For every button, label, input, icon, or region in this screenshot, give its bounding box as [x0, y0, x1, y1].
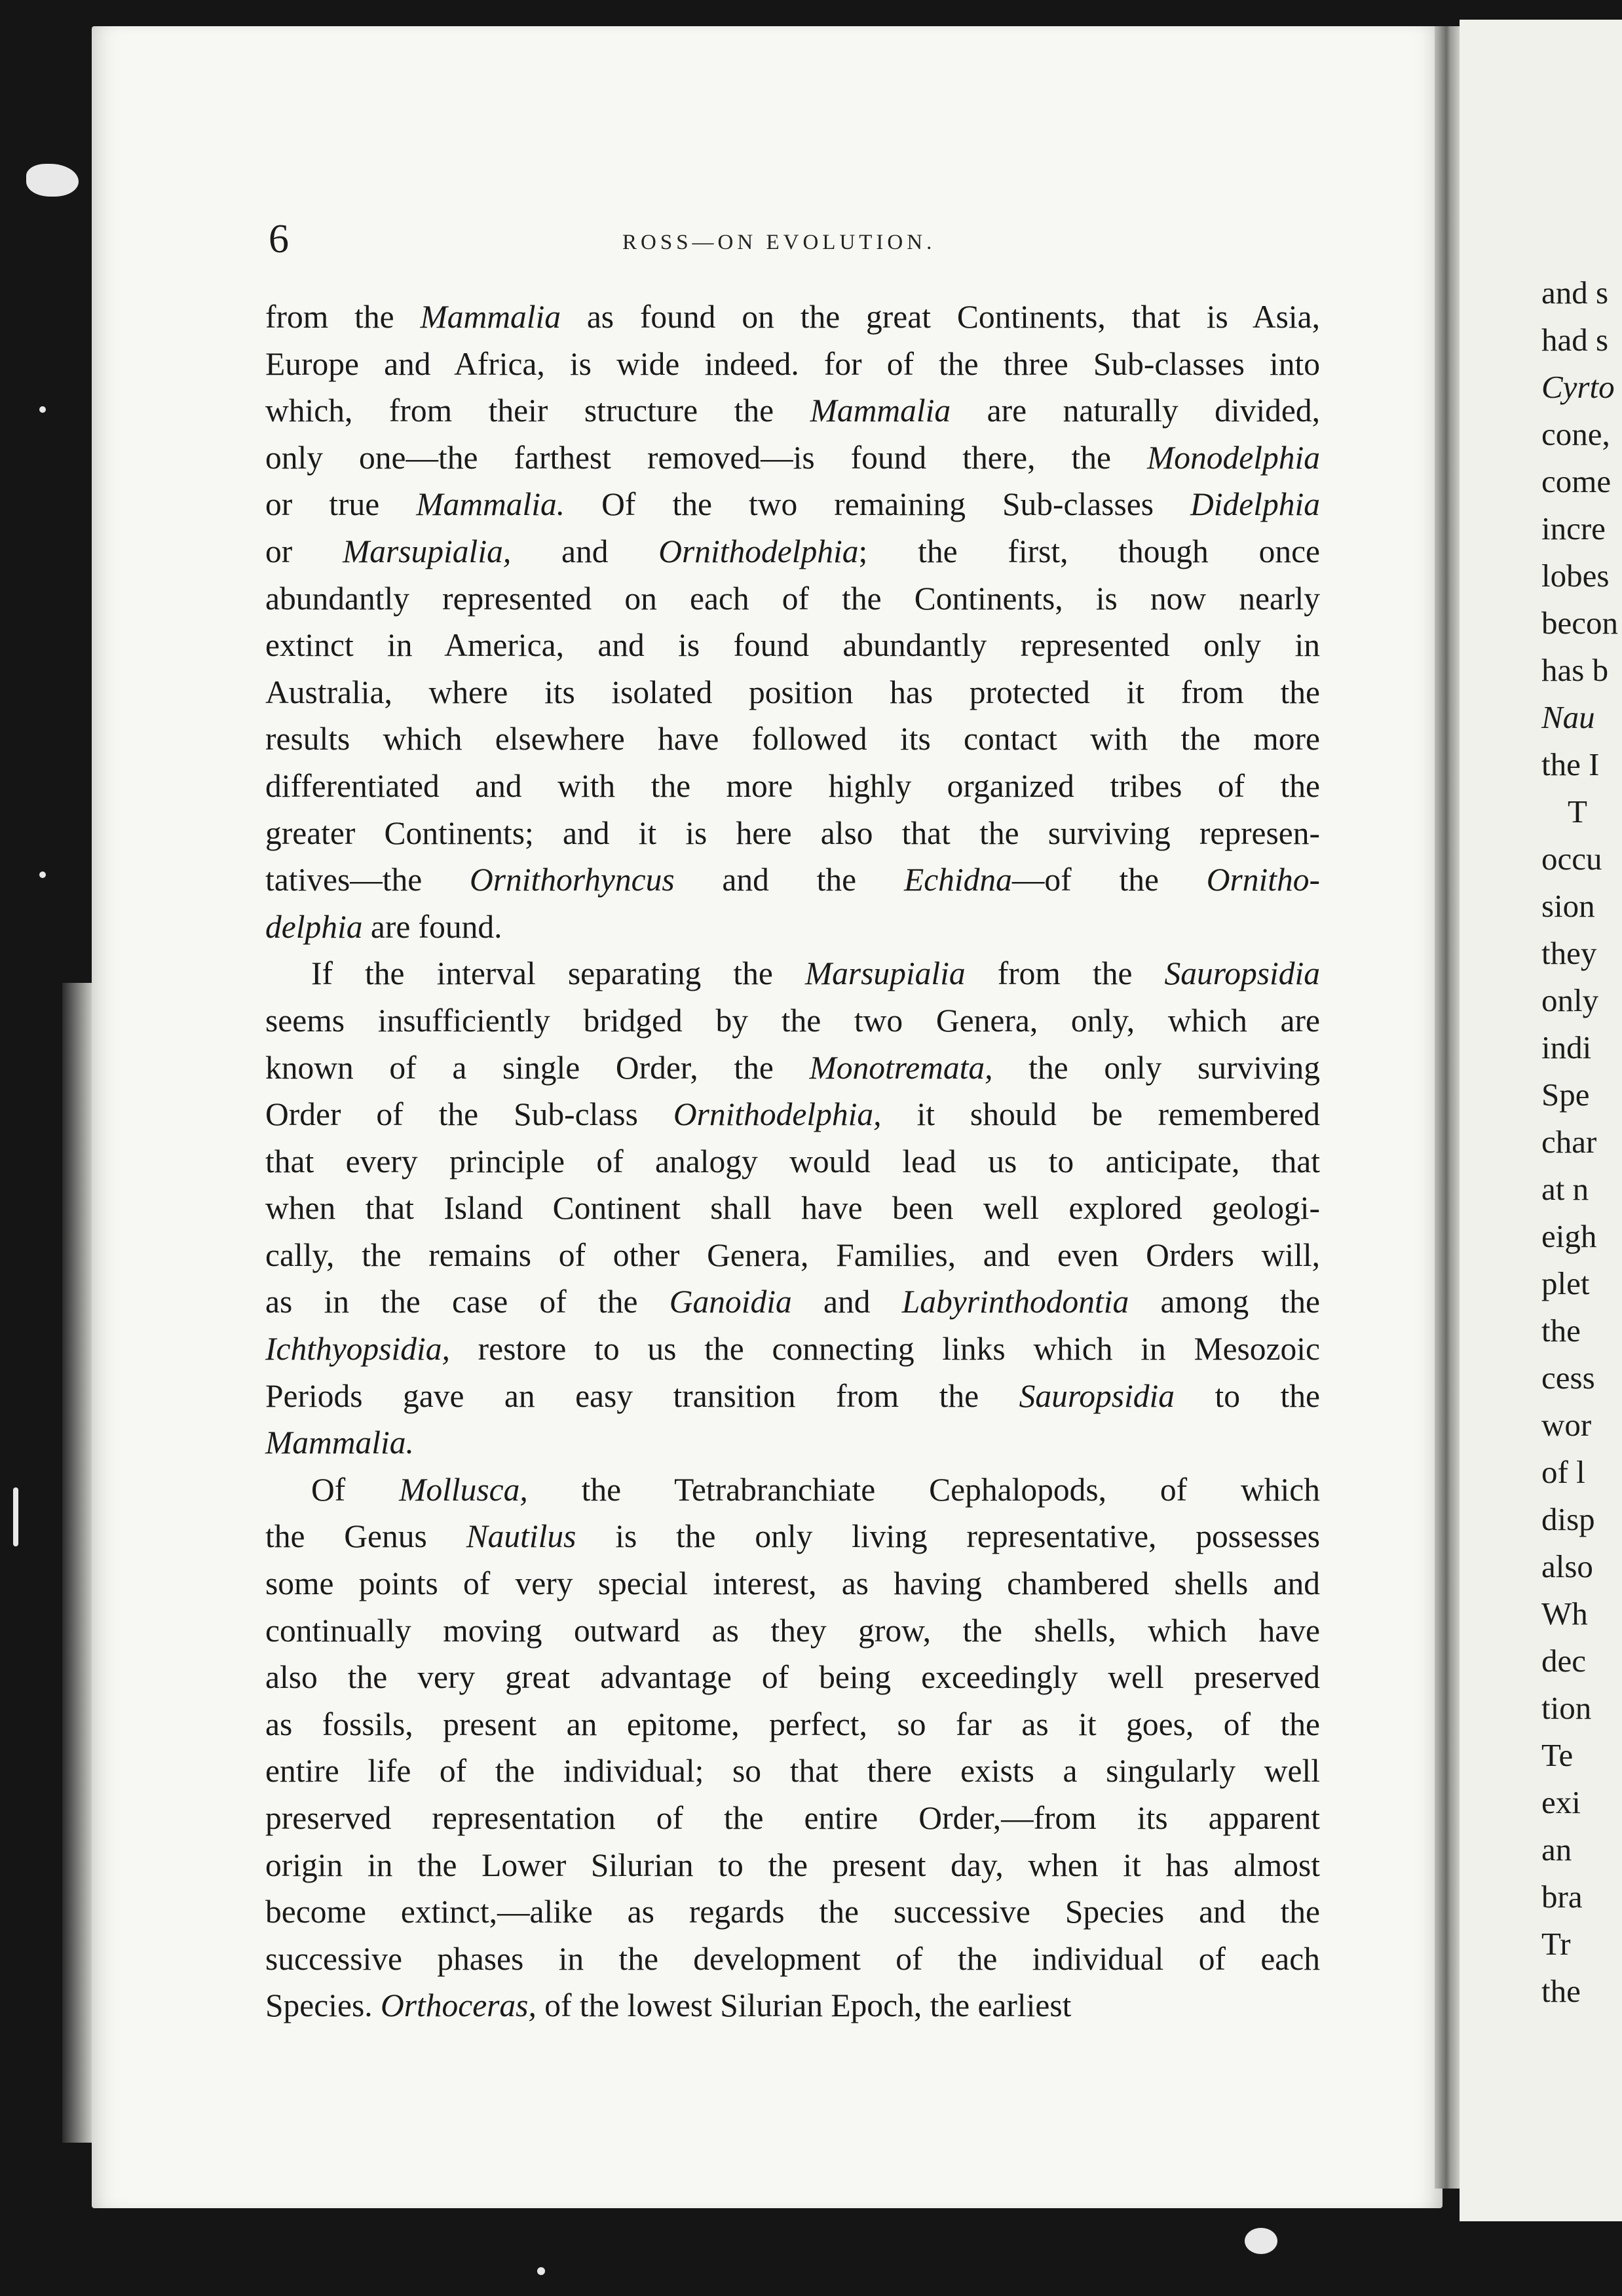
text-run: are naturally divided,	[951, 392, 1320, 429]
italic-term: Nautilus	[466, 1518, 576, 1555]
right-page-line-fragment: plet	[1541, 1265, 1590, 1301]
text-run: which, from their structure the	[265, 392, 810, 429]
text-run: to the	[1175, 1377, 1320, 1414]
right-page-line-fragment: an	[1541, 1831, 1572, 1867]
right-page-line-fragment: the I	[1541, 746, 1600, 782]
text-run: restore to us the connecting links which in Mesozoic	[449, 1331, 1320, 1368]
right-page-line-fragment: eigh	[1541, 1218, 1597, 1254]
text-run: seems insufficiently bridged by the two Genera, only, which are	[265, 1002, 1320, 1039]
right-page-line-fragment: Te	[1541, 1737, 1574, 1773]
right-page-line-fragment: wor	[1541, 1407, 1592, 1443]
text-line	[265, 1185, 1320, 1232]
right-page-line-fragment: at n	[1541, 1171, 1589, 1207]
running-head: ROSS—ON EVOLUTION.	[622, 231, 936, 254]
text-run: among the	[1129, 1284, 1320, 1320]
right-page-line-fragment: dec	[1541, 1643, 1586, 1679]
text-line	[265, 1607, 1320, 1655]
italic-term: Monotremata,	[809, 1049, 993, 1086]
right-page-line-fragment: Cyrto	[1541, 369, 1615, 405]
right-page-line-fragment: only	[1541, 982, 1599, 1018]
page-edge-shadow	[62, 983, 95, 2143]
right-page-line-fragment: had s	[1541, 322, 1609, 358]
right-page-line-fragment: cone,	[1541, 416, 1610, 452]
right-page-line-fragment: becon	[1541, 605, 1618, 641]
right-page-line-fragment: T	[1568, 794, 1587, 830]
right-page-line-fragment: indi	[1541, 1029, 1592, 1065]
italic-term: Sauropsidia	[1164, 955, 1320, 992]
text-run: become extinct,—alike as regards the successive Species and the	[265, 1894, 1320, 1930]
text-line	[265, 434, 1320, 482]
text-run: cally, the remains of other Genera, Families, and even Orders will,	[265, 1236, 1320, 1273]
italic-term: Ganoidia	[669, 1284, 792, 1320]
text-line	[265, 1560, 1320, 1607]
text-line	[265, 1466, 1320, 1514]
right-page-line-fragment: they	[1541, 935, 1597, 971]
italic-term: Ornithodelphia	[658, 533, 859, 569]
page-number: 6	[269, 217, 289, 261]
right-page-line-fragment: bra	[1541, 1879, 1583, 1915]
right-page-line-fragment: Spe	[1541, 1077, 1590, 1113]
right-page-line-fragment: the	[1541, 1312, 1581, 1349]
text-line	[265, 1795, 1320, 1842]
text-run: it should be remembered	[881, 1096, 1320, 1133]
italic-term: Ornithodelphia,	[673, 1096, 882, 1133]
text-line	[265, 622, 1320, 669]
text-line	[265, 904, 1320, 951]
text-run: of the lowest Silurian Epoch, the earliest	[536, 1987, 1072, 2024]
text-run: abundantly represented on each of the Continents, is now nearly	[265, 580, 1320, 617]
italic-term: Marsupialia,	[343, 533, 512, 569]
text-line	[265, 1701, 1320, 1748]
text-run: Periods gave an easy transition from the	[265, 1377, 1019, 1414]
right-page-line-fragment: has b	[1541, 652, 1609, 688]
italic-term: Mammalia	[810, 392, 951, 429]
text-line	[265, 1654, 1320, 1701]
right-page	[1460, 20, 1622, 2221]
text-run: successive phases in the development of the individual of each	[265, 1940, 1320, 1977]
italic-term: Labyrinthodontia	[901, 1284, 1129, 1320]
text-line	[265, 387, 1320, 434]
text-run: Europe and Africa, is wide indeed. for of the three Sub-classes into	[265, 345, 1320, 382]
right-page-line-fragment: sion	[1541, 888, 1595, 924]
text-run: Species.	[265, 1987, 381, 2024]
text-line	[265, 1278, 1320, 1326]
text-run: origin in the Lower Silurian to the present day, when it has almost	[265, 1846, 1320, 1883]
text-line	[265, 1842, 1320, 1889]
right-page-line-fragment: Wh	[1541, 1596, 1588, 1632]
text-run: and	[791, 1284, 902, 1320]
italic-term: Sauropsidia	[1019, 1377, 1175, 1414]
text-run: and the	[674, 862, 904, 898]
dust-speck	[39, 406, 46, 413]
right-page-line-fragment: occu	[1541, 841, 1602, 877]
text-line	[265, 528, 1320, 575]
text-run: are found.	[362, 908, 502, 945]
text-run: known of a single Order, the	[265, 1049, 810, 1086]
text-line	[265, 669, 1320, 716]
text-run: extinct in America, and is found abundantly represented only in	[265, 627, 1320, 664]
text-line	[265, 294, 1320, 341]
italic-term: Marsupialia	[804, 955, 966, 992]
text-run: Order of the Sub-class	[265, 1096, 673, 1133]
text-line	[265, 1373, 1320, 1420]
dust-speck	[26, 164, 79, 197]
text-run: and	[511, 533, 659, 569]
text-run: entire life of the individual; so that there exists a singularly well	[265, 1753, 1320, 1789]
text-run: the Tetrabranchiate Cephalopods, of which	[527, 1471, 1320, 1508]
text-line	[265, 763, 1320, 810]
right-page-line-fragment: disp	[1541, 1501, 1595, 1537]
text-run: is the only living representative, possesses	[576, 1518, 1320, 1555]
italic-term: Ornithorhyncus	[470, 862, 675, 898]
italic-term: Ichthyopsidia,	[265, 1331, 450, 1368]
text-line	[265, 1232, 1320, 1279]
text-run: from the	[965, 955, 1165, 992]
right-page-line-fragment: also	[1541, 1548, 1593, 1584]
text-line	[265, 1138, 1320, 1185]
dust-speck	[1245, 2228, 1277, 2254]
text-line	[265, 997, 1320, 1044]
italic-term: Didelphia	[1190, 486, 1320, 523]
dust-speck	[537, 2267, 545, 2275]
right-page-line-fragment: Nau	[1541, 699, 1595, 735]
text-line	[265, 1513, 1320, 1560]
text-run: as in the case of the	[265, 1284, 670, 1320]
text-run: also the very great advantage of being exceedingly well preserved	[265, 1659, 1320, 1696]
text-run: continually moving outward as they grow, the shells, which have	[265, 1612, 1320, 1649]
dust-speck	[13, 1487, 18, 1546]
text-run: when that Island Continent shall have been well explored geologi-	[265, 1190, 1320, 1227]
body-text	[265, 294, 1320, 2029]
text-run: Of	[311, 1471, 400, 1508]
text-run: greater Continents; and it is here also that the surviving represen-	[265, 814, 1320, 851]
text-line	[265, 716, 1320, 763]
right-page-line-fragment: Tr	[1541, 1926, 1571, 1962]
text-run: Australia, where its isolated position has protected it from the	[265, 674, 1320, 710]
text-line	[265, 1888, 1320, 1936]
right-page-line-fragment: exi	[1541, 1784, 1581, 1820]
text-run: results which elsewhere have followed its contact with the more	[265, 721, 1320, 757]
text-line	[265, 481, 1320, 528]
italic-term: Echidna	[903, 862, 1012, 898]
italic-term: Monodelphia	[1147, 439, 1320, 476]
text-line	[265, 950, 1320, 997]
text-line	[265, 856, 1320, 904]
right-page-line-fragment: and s	[1541, 275, 1609, 311]
right-page-line-fragment: tion	[1541, 1690, 1592, 1726]
text-run: or	[265, 533, 343, 569]
italic-term: Mollusca,	[399, 1471, 528, 1508]
text-line	[265, 1044, 1320, 1092]
text-line	[265, 1419, 1320, 1466]
right-page-line-fragment: incre	[1541, 510, 1606, 546]
italic-term: Mammalia.	[265, 1425, 414, 1461]
text-run: ; the first, though once	[858, 533, 1321, 569]
right-page-line-fragment: come	[1541, 463, 1612, 499]
text-line	[265, 1326, 1320, 1373]
text-run: as fossils, present an epitome, perfect, so far as it goes, of the	[265, 1706, 1320, 1742]
text-run: the Genus	[265, 1518, 466, 1555]
text-run: only one—the farthest removed—is found there, the	[265, 439, 1148, 476]
right-page-line-fragment: the	[1541, 1973, 1581, 2009]
book-gutter	[1435, 26, 1461, 2189]
italic-term: delphia	[265, 908, 363, 945]
text-run: from the	[265, 299, 421, 335]
text-line	[265, 341, 1320, 388]
italic-term: Mammalia.	[416, 486, 565, 523]
right-page-line-fragment: lobes	[1541, 558, 1610, 594]
text-run: or true	[265, 486, 417, 523]
italic-term: Ornitho-	[1206, 862, 1320, 898]
text-run: preserved representation of the entire Order,—from its apparent	[265, 1800, 1320, 1836]
text-line	[265, 1936, 1320, 1983]
text-run: as found on the great Continents, that is Asia,	[560, 299, 1321, 335]
text-line	[265, 1091, 1320, 1138]
text-run: some points of very special interest, as having chambered shells and	[265, 1565, 1320, 1602]
text-run: that every principle of analogy would lead us to anticipate, that	[265, 1143, 1320, 1179]
text-run: —of the	[1011, 862, 1207, 898]
dust-speck	[39, 871, 46, 878]
text-run: If the interval separating the	[311, 955, 805, 992]
text-run: the only surviving	[992, 1049, 1320, 1086]
italic-term: Orthoceras,	[380, 1987, 537, 2024]
text-line	[265, 1748, 1320, 1795]
text-run: differentiated and with the more highly organized tribes of the	[265, 767, 1320, 804]
text-run: tatives—the	[265, 862, 470, 898]
text-line	[265, 810, 1320, 857]
text-run: Of the two remaining Sub-classes	[565, 486, 1191, 523]
italic-term: Mammalia	[420, 299, 561, 335]
text-line	[265, 1982, 1320, 2029]
right-page-line-fragment: cess	[1541, 1360, 1595, 1396]
text-line	[265, 575, 1320, 622]
right-page-line-fragment: char	[1541, 1124, 1597, 1160]
right-page-line-fragment: of l	[1541, 1454, 1585, 1490]
